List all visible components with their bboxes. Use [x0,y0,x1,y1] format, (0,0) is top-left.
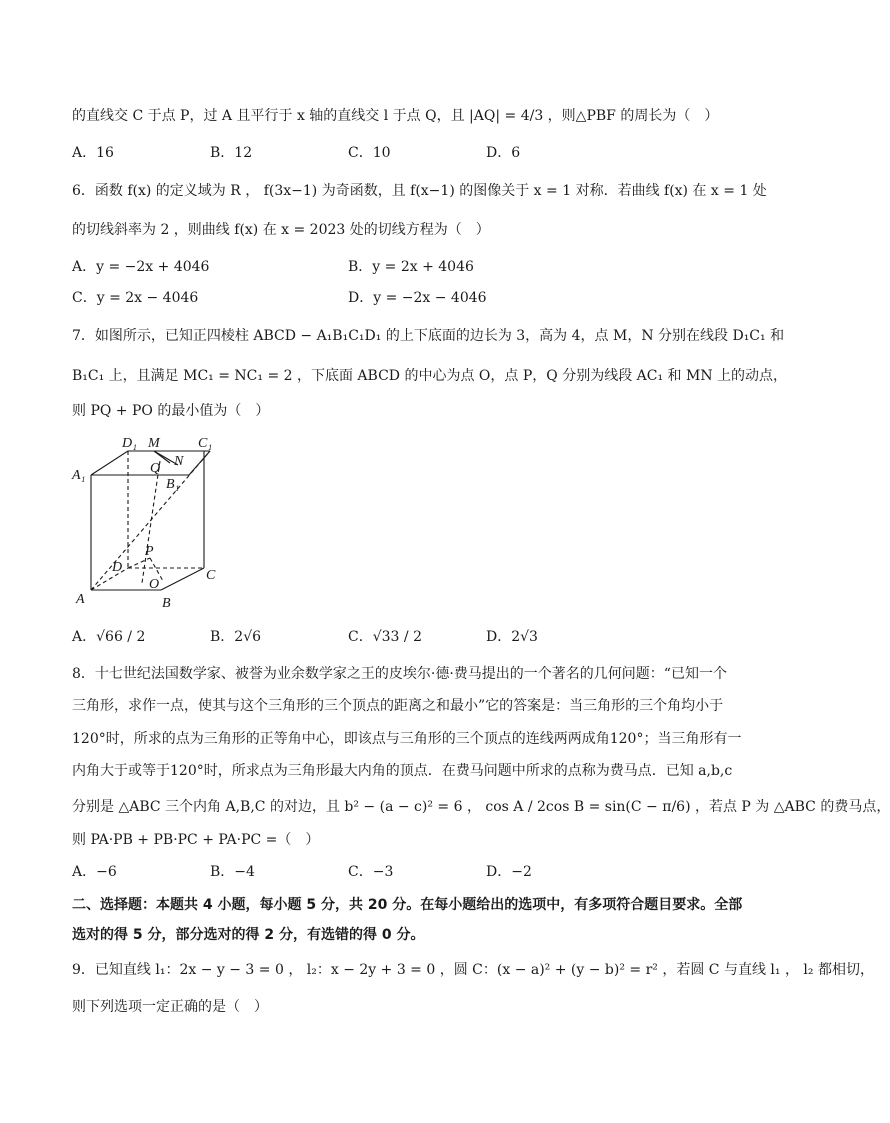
q5-option-d: D．6 [486,145,521,161]
q7-line-3: 则 PQ + PO 的最小值为（ ） [72,403,270,419]
q7-line-1: 7．如图所示，已知正四棱柱 ABCD − A₁B₁C₁D₁ 的上下底面的边长为 3，高为 4，点 M，N 分别在线段 D₁C₁ 和 [72,328,785,344]
label-a1: A₁ [72,468,86,483]
label-c: C [206,568,216,583]
q8-line-1: 8．十七世纪法国数学家、被誉为业余数学家之王的皮埃尔·德·费马提出的一个著名的几何问题：“已知一个 [72,666,727,682]
q7-option-c: C．√33 / 2 [348,629,422,645]
edge-b-c [161,568,204,590]
q8-option-c: C．−3 [348,864,394,880]
q7-option-b: B．2√6 [210,629,262,645]
q6-option-c: C．y = 2x − 4046 [72,290,199,306]
edge-a-d [91,568,128,590]
q7-line-2: B₁C₁ 上，且满足 MC₁ = NC₁ = 2 ，下底面 ABCD 的中心为点 O，点 P，Q 分别为线段 AC₁ 和 MN 上的动点， [72,368,788,384]
segment-q-o [142,461,160,583]
q6-line-1: 6．函数 f(x) 的定义域为 R ， f(3x−1) 为奇函数，且 f(x−1) 的图像关于 x = 1 对称．若曲线 f(x) 在 x = 1 处 [72,183,767,199]
label-c1: C₁ [198,436,213,451]
label-o: O [149,577,160,592]
q6-line-2: 的切线斜率为 2 ，则曲线 f(x) 在 x = 2023 处的切线方程为（ ） [72,222,490,238]
prism-figure [70,433,230,613]
q8-line-5: 分别是 △ABC 三个内角 A,B,C 的对边，且 b² − (a − c)² = 6 ， cos A / 2cos B = sin(C − π/6) ，若点 P 为 △ABC 的费马点， [72,799,890,815]
q9-line-1: 9．已知直线 l₁：2x − y − 3 = 0 ， l₂：x − 2y + 3 = 0 ，圆 C：(x − a)² + (y − b)² = r² ，若圆 C 与直线 l₁ ， l₂ 都相切， [72,962,874,978]
q7-option-d: D．2√3 [486,629,538,645]
q8-line-3: 120°时，所求的点为三角形的正等角中心，即该点与三角形的三个顶点的连线两两成角120°；当三角形有一 [72,731,742,747]
q5-text: 的直线交 C 于点 P，过 A 且平行于 x 轴的直线交 l 于点 Q，且 |AQ| = 4/3 ，则△PBF 的周长为（ ） [72,108,719,124]
q5-option-c: C．10 [348,145,391,161]
q8-option-a: A．−6 [72,864,117,880]
label-a: A [76,592,85,607]
label-m: M [148,436,160,451]
edge-a1-d1 [91,451,128,475]
label-b1: B₁ [166,477,180,492]
q6-option-b: B．y = 2x + 4046 [348,259,474,275]
section-2-heading-line-2: 选对的得 5 分，部分选对的得 2 分，有选错的得 0 分。 [72,927,425,943]
q8-option-b: B．−4 [210,864,255,880]
q9-line-2: 则下列选项一定正确的是（ ） [72,999,268,1015]
q8-option-d: D．−2 [486,864,532,880]
label-q: Q [150,461,161,476]
q6-option-a: A．y = −2x + 4046 [72,259,210,275]
label-d1: D₁ [122,436,137,451]
q7-option-a: A．√66 / 2 [72,629,146,645]
segment-d-p [128,558,150,568]
q5-option-b: B．12 [210,145,253,161]
q8-line-2: 三角形，求作一点，使其与这个三角形的三个顶点的距离之和最小”它的答案是：当三角形的三个角均小于 [72,698,724,714]
q6-option-d: D．y = −2x − 4046 [348,290,487,306]
label-d: D [112,560,123,575]
label-b: B [162,596,171,611]
label-p: P [145,544,154,559]
q5-option-a: A．16 [72,145,114,161]
q8-line-6: 则 PA·PB + PB·PC + PA·PC =（ ） [72,832,320,848]
section-2-heading-line-1: 二、选择题：本题共 4 小题，每小题 5 分，共 20 分。在每小题给出的选项中，有多项符合题目要求。全部 [72,897,743,913]
q8-line-4: 内角大于或等于120°时，所求点为三角形最大内角的顶点．在费马问题中所求的点称为费马点．已知 a,b,c [72,763,733,779]
label-n: N [174,454,184,469]
